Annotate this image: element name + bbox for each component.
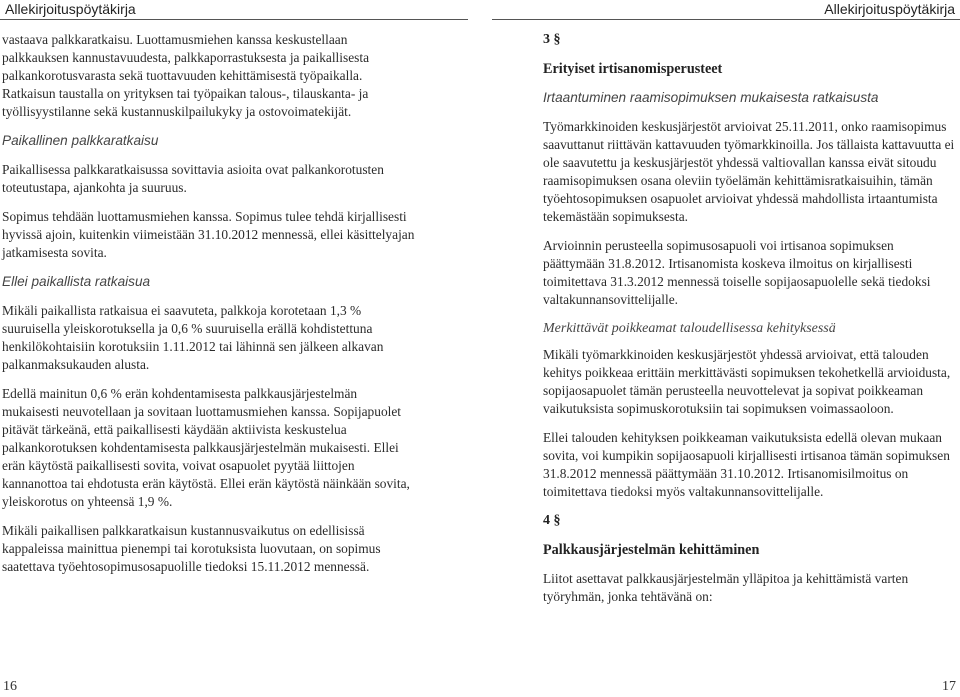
body-paragraph: Arvioinnin perusteella sopimusosapuoli voi irtisanoa sopimuksen päättymään 31.8.2012. Irtisanomista koskeva ilmoitus on kirjallisesti toimitettava 31.3.2012 mennessä toiselle sopijaosapuolelle sekä tiedoksi valtakunnansovittelijalle. <box>543 238 931 307</box>
page-number-left: 16 <box>3 679 17 694</box>
header-rule-right <box>492 19 960 20</box>
subheading: Paikallinen palkkaratkaisu <box>2 133 159 148</box>
body-paragraph: Mikäli työmarkkinoiden keskusjärjestöt yhdessä arvioivat, että talouden kehitys poikkeaa erittäin merkittävästi sopimuksen tekohetkellä arvioidusta, sopijaosapuolet tämän perusteella neuvottelevat ja sopivat poikkeaman vaikutuksista sopimuskorotuksiin tai sopimuksen voimassaoloon. <box>543 347 951 416</box>
section-number: 3 § <box>543 32 561 47</box>
body-paragraph: Paikallisessa palkkaratkaisussa sovittavia asioita ovat palkankorotusten toteutustapa, ajankohta ja suuruus. <box>2 162 384 195</box>
body-paragraph: vastaava palkkaratkaisu. Luottamusmiehen kanssa keskustellaan palkkauksen kannustavuudesta, palkkaporrastuksesta ja paikallisesta palkankorotusvarasta sekä tuottavuuden kehittämisestä työpaikalla. Ratkaisun taustalla on yrityksen tai työpaikan talous-, tilauskanta- ja työllisyystilanne sekä kustannuskilpailukyky ja ostovoimatekijät. <box>2 32 370 119</box>
body-paragraph: Sopimus tehdään luottamusmiehen kanssa. Sopimus tulee tehdä kirjallisesti hyvissä ajoin, kuitenkin viimeistään 31.10.2012 mennessä, ellei käsittelyajan jatkamisesta sovita. <box>2 209 415 260</box>
running-header-left: Allekirjoituspöytäkirja <box>5 1 136 17</box>
subheading: Ellei paikallista ratkaisua <box>2 274 151 289</box>
section-title: Erityiset irtisanomisperusteet <box>543 61 723 77</box>
body-paragraph: Liitot asettavat palkkausjärjestelmän ylläpitoa ja kehittämistä varten työryhmän, jonka tehtävänä on: <box>543 571 909 604</box>
right-column <box>543 31 958 617</box>
section-number: 4 § <box>543 513 561 528</box>
body-paragraph: Mikäli paikallisen palkkaratkaisun kustannusvaikutus on edellisissä kappaleissa mainittua pienempi tai korotuksista luovutaan, on sopimus saatettava työehtosopimusosapuolille tiedoksi 15.11.2012 mennessä. <box>2 523 381 574</box>
body-paragraph: Mikäli paikallista ratkaisua ei saavuteta, palkkoja korotetaan 1,3 % suuruisella yleiskorotuksella ja 0,6 % suuruisella erällä kohdistettuna henkilökohtaisiin korotuksiin 1.11.2012 tai lähinnä sen jälkeen alkavan palkanmaksukauden alusta. <box>2 303 384 372</box>
running-header-right: Allekirjoituspöytäkirja <box>824 1 955 17</box>
page-number-right: 17 <box>942 679 956 694</box>
body-paragraph: Työmarkkinoiden keskusjärjestöt arvioivat 25.11.2011, onko raamisopimus saavuttanut riittävän kattavuuden työmarkkinoilla. Jos tällaista kattavuutta ei ole saavutettu ja keskusjärjestöt yhdessä valtiovallan kanssa eivät sitoudu raamisopimuksen osana oleviin työelämän kehittämisratkaisuihin, tämän työehtosopimuksen osapuolet arvioivat yhdessä mahdollista irtaantumista tekemästään sopimuksesta. <box>543 119 955 224</box>
header-rule-left <box>0 19 468 20</box>
body-paragraph: Ellei talouden kehityksen poikkeaman vaikutuksista edellä olevan mukaan sovita, voi kumpikin sopijaosapuoli kirjallisesti irtisanoa tämän sopimuksen 31.8.2012 mennessä päättymään 31.10.2012. Irtisanomisilmoitus on toimitettava tiedoksi myös valtakunnansovittelijalle. <box>543 430 950 499</box>
section-subtitle: Irtaantuminen raamisopimuksen mukaisesta ratkaisusta <box>543 90 879 105</box>
section-subtitle: Merkittävät poikkeamat taloudellisessa kehityksessä <box>543 321 836 336</box>
section-title: Palkkausjärjestelmän kehittäminen <box>543 542 760 558</box>
left-column <box>2 31 416 587</box>
body-paragraph: Edellä mainitun 0,6 % erän kohdentamisesta palkkausjärjestelmän mukaisesti neuvotellaan ja sovitaan luottamusmiehen kanssa. Sopijapuolet pitävät tärkeänä, että paikallisesti käydään aktiivista keskustelua palkankorotuksen kohdentamisesta palkkausjärjestelmän mukaisesti. Ellei erän käytöstä paikallisesti sovita, voivat osapuolet pyytää liittojen kannanottoa tai ehdotusta erän käytöstä. Ellei erän käytöstä näinkään sovita, yleiskorotus on yhteensä 1,9 %. <box>2 386 410 509</box>
